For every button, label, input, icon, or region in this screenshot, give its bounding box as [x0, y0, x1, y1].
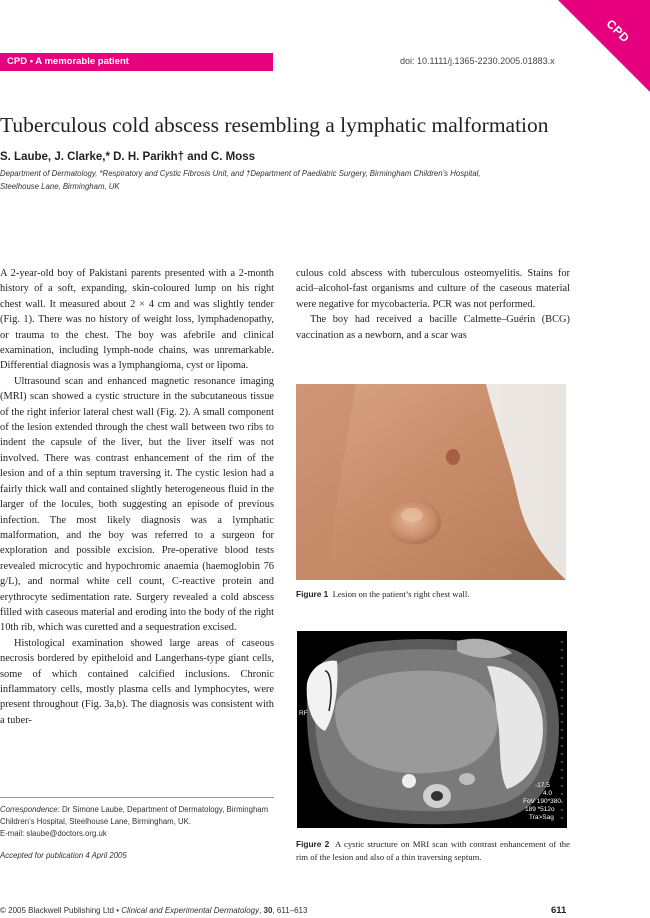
- figure-2-mri: [297, 631, 567, 828]
- footer-pages: 611–613: [276, 906, 308, 915]
- figure-1-photo: [296, 384, 566, 580]
- accepted-date: Accepted for publication 4 April 2005: [0, 851, 127, 860]
- figure-2-caption-text: A cystic structure on MRI scan with contrast enhancement of the rim of the lesion and also of a thin traversing septum.: [296, 839, 571, 862]
- mri-overlay-line-4: 189 *512o: [525, 806, 555, 813]
- figure-2-caption: [296, 838, 570, 863]
- footer-bullet: •: [116, 906, 120, 915]
- figure-2-label: Figure 2: [296, 839, 330, 849]
- correspondence-block: [0, 804, 276, 841]
- figure-1-label: Figure 1: [296, 589, 329, 599]
- paragraph-histology: Histological examination showed large areas of caseous necrosis bordered by epitheloid and Langerhans-type giant cells, some of which contained calcified inclusions. Chronic inflammatory cells, mostly plasma cells and lymphocytes, were present throughout (Fig. 3a,b). The diagnosis was consistent with a tuber-: [0, 637, 274, 726]
- figure-1-caption-text: Lesion on the patient’s right chest wall.: [332, 589, 470, 599]
- cpd-corner-label: CPD: [603, 16, 633, 46]
- mri-overlay-line-1: -17.5: [535, 782, 550, 789]
- paragraph-presentation: A 2-year-old boy of Pakistani parents presented with a 2-month history of a soft, expanding, skin-coloured lump on his right chest wall. It measured about 2 × 4 cm and was slightly tender (Fig. 1). There was no history of weight loss, lymphadenopathy, or trauma to the chest. The boy was afebrile and clinical examination, including lymph-node chains, was unremarkable. Differential diagnosis was a lymphangioma, cyst or lipoma.: [0, 268, 274, 372]
- correspondence-text: Dr Simone Laube, Department of Dermatology, Birmingham Children’s Hospital, Steelhouse Lane, Birmingham, UK.: [0, 805, 269, 827]
- page-footer: © 2005 Blackwell Publishing Ltd • Clinical and Experimental Dermatology, 30, 611–613: [0, 906, 308, 915]
- mri-overlay-line-2: 4.0: [543, 790, 553, 797]
- correspondence-email[interactable]: E-mail: slaube@doctors.org.uk: [0, 829, 107, 839]
- doi[interactable]: doi: 10.1111/j.1365-2230.2005.01883.x: [400, 56, 555, 66]
- footer-volume: 30: [263, 906, 273, 915]
- paragraph-diagnosis: culous cold abscess with tuberculous osteomyelitis. Stains for acid–alcohol-fast organisms and culture of the caseous material were negative for mycobacteria. PCR was not performed.: [296, 268, 570, 310]
- body-column-left: [0, 266, 274, 728]
- authors: S. Laube, J. Clarke,* D. H. Parikh† and C. Moss: [0, 151, 255, 163]
- article-title: Tuberculous cold abscess resembling a lymphatic malformation: [0, 113, 549, 137]
- affiliation: Department of Dermatology, *Respiratory and Cystic Fibrosis Unit, and †Department of Paediatric Surgery, Birmingham Children’s Hospital, Steelhouse Lane, Birmingham, UK: [0, 169, 481, 191]
- mri-left-marker: RF: [299, 710, 308, 717]
- paragraph-bcg: The boy had received a bacille Calmette–Guérin (BCG) vaccination as a newborn, and a scar was: [296, 314, 570, 341]
- correspondence-divider: [0, 797, 274, 798]
- footer-journal: Clinical and Experimental Dermatology: [121, 906, 260, 915]
- mri-overlay-line-3: FoV 190*380: [523, 798, 561, 805]
- section-label-bar: CPD • A memorable patient: [0, 53, 273, 71]
- paragraph-imaging: Ultrasound scan and enhanced magnetic resonance imaging (MRI) scan showed a cystic structure in the subcutaneous tissue of the right inferior lateral chest wall (Fig. 2). A small component of the lesion extended through the chest wall between two ribs to indent the capsule of the liver, but the liver itself was not involved. There was contrast enhancement of the rim of the lesion and of a thin septum traversing it. The cystic lesion had a fairly thick wall and contained slightly heterogeneous fluid in the larger of the locules, both suggesting an episode of previous infection. The most likely diagnosis was a lymphatic malformation, and the boy was referred to a surgeon for exploration and possible excision. Pre-operative blood tests revealed microcytic and hypochromic anaemia (haemoglobin 76 g/L), and normal white cell count, C-reactive protein and erythrocyte sedimentation rate. Surgery revealed a cold abscess filled with caseous material and eroding into the body of the right 10th rib, which was curetted and a sequestration excised.: [0, 375, 274, 634]
- body-column-right: [296, 266, 570, 343]
- page-number: 611: [551, 905, 567, 916]
- mri-overlay-line-5: Tra>Sag: [529, 814, 554, 821]
- correspondence-label: Correspondence:: [0, 805, 60, 814]
- footer-copyright: © 2005 Blackwell Publishing Ltd: [0, 906, 114, 915]
- figure-1-caption: [296, 588, 570, 600]
